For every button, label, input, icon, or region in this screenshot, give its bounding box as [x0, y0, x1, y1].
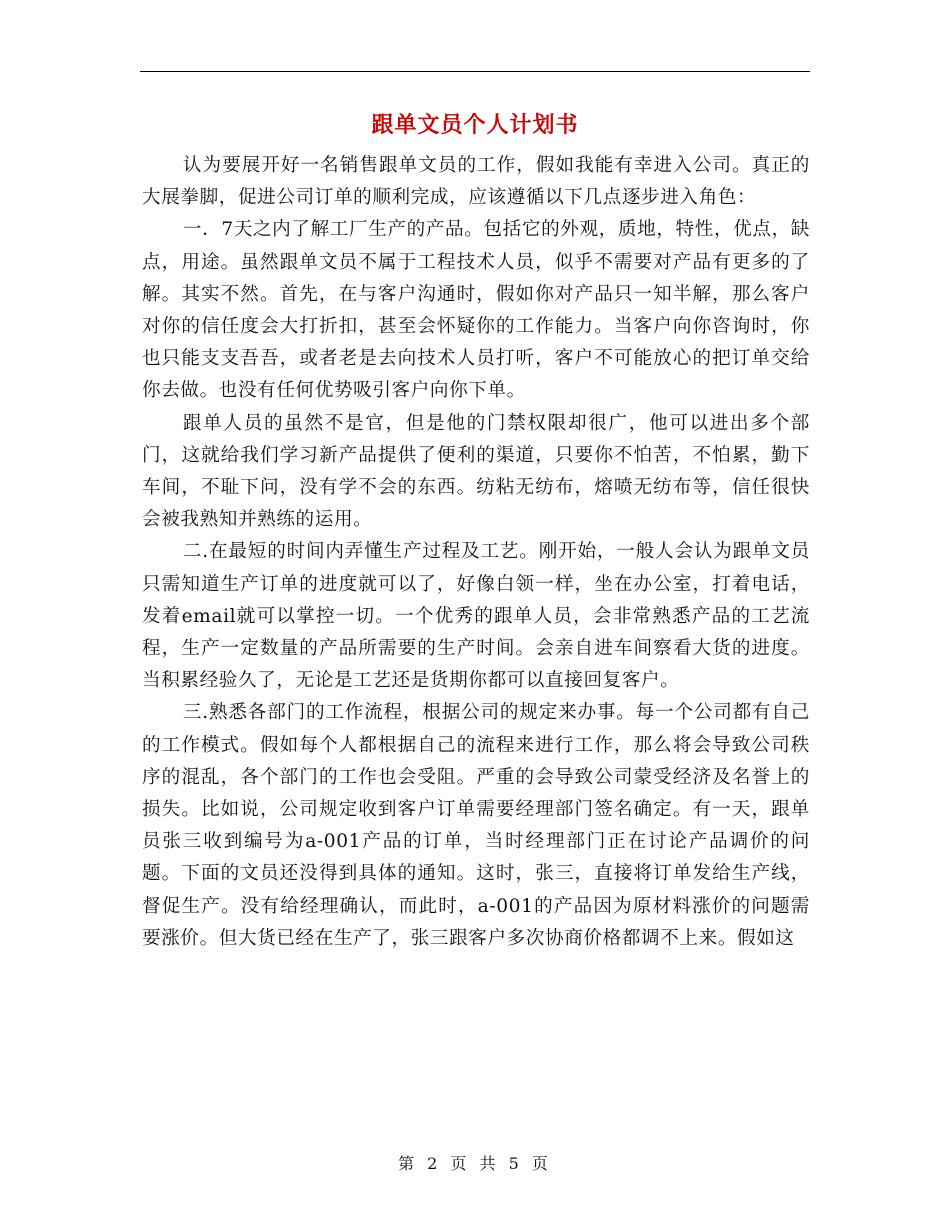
paragraph-access: 跟单人员的虽然不是官，但是他的门禁权限却很广，他可以进出多个部门，这就给我们学习新产品提供了便利的渠道，只要你不怕苦，不怕累，勤下车间，不耻下问，没有学不会的东西。纺粘无纺布，熔喷无纺布等，信任很快会被我熟知并熟练的运用。 — [142, 412, 810, 531]
paragraph-intro: 认为要展开好一名销售跟单文员的工作，假如我能有幸进入公司。真正的大展拳脚，促进公司订单的顺利完成，应该遵循以下几点逐步进入角色： — [142, 155, 810, 209]
page-footer: 第 2 页 共 5 页 — [398, 1154, 552, 1173]
header-rule — [140, 71, 810, 72]
document-body — [142, 150, 810, 955]
paragraph-point-three: 三.熟悉各部门的工作流程，根据公司的规定来办事。每一个公司都有自己的工作模式。假如每个人都根据自己的流程来进行工作，那么将会导致公司秩序的混乱，各个部门的工作也会受阻。严重的会导致公司蒙受经济及名誉上的损失。比如说，公司规定收到客户订单需要经理部门签名确定。有一天，跟单员张三收到编号为a-001产品的订单，当时经理部门正在讨论产品调价的问题。下面的文员还没得到具体的通知。这时，张三，直接将订单发给生产线，督促生产。没有给经理确认，而此时，a-001的产品因为原材料涨价的问题需要涨价。但大货已经在生产了，张三跟客户多次协商价格都调不上来。假如这 — [142, 702, 810, 949]
paragraph-point-one: 一．7天之内了解工厂生产的产品。包括它的外观，质地，特性，优点，缺点，用途。虽然跟单文员不属于工程技术人员，似乎不需要对产品有更多的了解。其实不然。首先，在与客户沟通时，假如你对产品只一知半解，那么客户对你的信任度会大打折扣，甚至会怀疑你的工作能力。当客户向你咨询时，你也只能支支吾吾，或者老是去向技术人员打听，客户不可能放心的把订单交给你去做。也没有任何优势吸引客户向你下单。 — [142, 219, 810, 402]
document-title: 跟单文员个人计划书 — [371, 112, 579, 138]
paragraph-point-two: 二.在最短的时间内弄懂生产过程及工艺。刚开始，一般人会认为跟单文员只需知道生产订单的进度就可以了，好像白领一样，坐在办公室，打着电话，发着email就可以掌控一切。一个优秀的跟单人员，会非常熟悉产品的工艺流程，生产一定数量的产品所需要的生产时间。会亲自进车间察看大货的进度。当积累经验久了，无论是工艺还是货期你都可以直接回复客户。 — [142, 541, 810, 692]
